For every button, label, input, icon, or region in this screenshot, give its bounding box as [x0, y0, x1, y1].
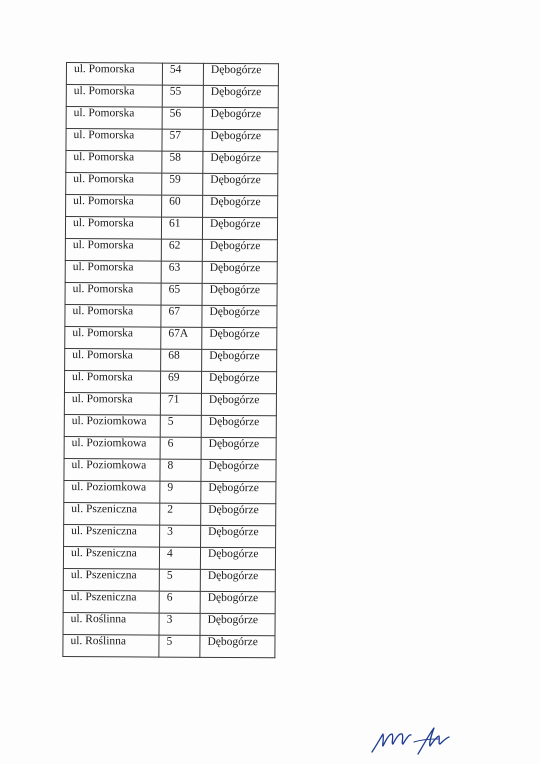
house-number-cell: 6 [159, 591, 200, 613]
table-row [64, 524, 276, 547]
locality-cell: Dębogórze [203, 107, 278, 129]
street-cell: ul. Poziomkowa [64, 480, 160, 503]
locality-cell: Dębogórze [200, 569, 275, 591]
house-number-cell: 5 [159, 635, 200, 657]
street-cell: ul. Pszeniczna [63, 590, 159, 613]
street-cell: ul. Pomorska [65, 326, 161, 349]
street-cell: ul. Pszeniczna [64, 524, 160, 547]
table-row [66, 129, 278, 152]
street-cell: ul. Pszeniczna [63, 568, 159, 591]
house-number-cell: 61 [161, 217, 202, 239]
locality-cell: Dębogórze [203, 85, 278, 107]
street-cell: ul. Pszeniczna [63, 546, 159, 569]
house-number-cell: 63 [161, 261, 202, 283]
house-number-cell: 57 [162, 129, 203, 151]
locality-cell: Dębogórze [200, 613, 275, 635]
house-number-cell: 71 [160, 393, 201, 415]
locality-cell: Dębogórze [203, 129, 278, 151]
table-row [64, 458, 276, 481]
table-row [63, 568, 275, 591]
locality-cell: Dębogórze [202, 327, 277, 349]
table-row [64, 502, 276, 525]
street-cell: ul. Pomorska [66, 107, 162, 130]
table-row [63, 546, 275, 569]
table-row [65, 326, 277, 349]
street-cell: ul. Pszeniczna [64, 502, 160, 525]
street-cell: ul. Pomorska [66, 63, 162, 86]
locality-cell: Dębogórze [201, 459, 276, 481]
locality-cell: Dębogórze [201, 415, 276, 437]
street-cell: ul. Pomorska [65, 238, 161, 261]
locality-cell: Dębogórze [200, 635, 275, 657]
table-row [63, 612, 275, 635]
table-row [65, 260, 277, 283]
house-number-cell: 9 [160, 481, 201, 503]
locality-cell: Dębogórze [202, 239, 277, 261]
address-table-body [63, 63, 279, 658]
house-number-cell: 2 [160, 503, 201, 525]
table-row [63, 590, 275, 613]
locality-cell: Dębogórze [203, 195, 278, 217]
street-cell: ul. Poziomkowa [64, 414, 160, 437]
house-number-cell: 65 [161, 283, 202, 305]
street-cell: ul. Pomorska [66, 129, 162, 152]
table-row [65, 217, 277, 240]
house-number-cell: 5 [160, 415, 201, 437]
locality-cell: Dębogórze [200, 547, 275, 569]
house-number-cell: 3 [159, 613, 200, 635]
street-cell: ul. Roślinna [63, 634, 159, 657]
table-row [66, 151, 278, 174]
locality-cell: Dębogórze [201, 371, 276, 393]
table-row [66, 85, 278, 108]
locality-cell: Dębogórze [202, 349, 277, 371]
street-cell: ul. Pomorska [64, 392, 160, 415]
street-cell: ul. Poziomkowa [64, 458, 160, 481]
table-row [66, 107, 278, 130]
house-number-cell: 3 [160, 525, 201, 547]
house-number-cell: 59 [162, 173, 203, 195]
table-row [64, 436, 276, 459]
locality-cell: Dębogórze [203, 63, 278, 85]
table-row [65, 238, 277, 261]
table-row [66, 63, 278, 86]
house-number-cell: 54 [162, 63, 203, 85]
address-table [62, 62, 279, 658]
table-row [65, 282, 277, 305]
locality-cell: Dębogórze [203, 151, 278, 173]
table-row [64, 480, 276, 503]
table-row [64, 370, 276, 393]
house-number-cell: 68 [161, 349, 202, 371]
house-number-cell: 60 [162, 195, 203, 217]
house-number-cell: 5 [159, 569, 200, 591]
locality-cell: Dębogórze [203, 173, 278, 195]
locality-cell: Dębogórze [201, 481, 276, 503]
locality-cell: Dębogórze [202, 261, 277, 283]
table-row [65, 348, 277, 371]
street-cell: ul. Pomorska [65, 217, 161, 240]
house-number-cell: 62 [161, 239, 202, 261]
house-number-cell: 67A [161, 327, 202, 349]
street-cell: ul. Pomorska [64, 370, 160, 393]
street-cell: ul. Pomorska [66, 173, 162, 196]
locality-cell: Dębogórze [202, 283, 277, 305]
street-cell: ul. Pomorska [65, 304, 161, 327]
street-cell: ul. Pomorska [65, 260, 161, 283]
house-number-cell: 6 [160, 437, 201, 459]
house-number-cell: 69 [160, 371, 201, 393]
locality-cell: Dębogórze [200, 591, 275, 613]
table-row [66, 195, 278, 218]
street-cell: ul. Pomorska [66, 195, 162, 218]
locality-cell: Dębogórze [201, 393, 276, 415]
table-row [64, 414, 276, 437]
house-number-cell: 56 [162, 107, 203, 129]
street-cell: ul. Pomorska [66, 151, 162, 174]
locality-cell: Dębogórze [201, 525, 276, 547]
table-row [63, 634, 275, 657]
table-row [65, 304, 277, 327]
house-number-cell: 4 [159, 547, 200, 569]
house-number-cell: 8 [160, 459, 201, 481]
locality-cell: Dębogórze [202, 217, 277, 239]
signature-image [368, 722, 460, 756]
street-cell: ul. Poziomkowa [64, 436, 160, 459]
street-cell: ul. Pomorska [65, 348, 161, 371]
locality-cell: Dębogórze [202, 305, 277, 327]
house-number-cell: 58 [162, 151, 203, 173]
street-cell: ul. Pomorska [65, 282, 161, 305]
locality-cell: Dębogórze [201, 437, 276, 459]
table-row [66, 173, 278, 196]
street-cell: ul. Roślinna [63, 612, 159, 635]
house-number-cell: 55 [162, 85, 203, 107]
locality-cell: Dębogórze [201, 503, 276, 525]
table-row [64, 392, 276, 415]
street-cell: ul. Pomorska [66, 85, 162, 108]
house-number-cell: 67 [161, 305, 202, 327]
